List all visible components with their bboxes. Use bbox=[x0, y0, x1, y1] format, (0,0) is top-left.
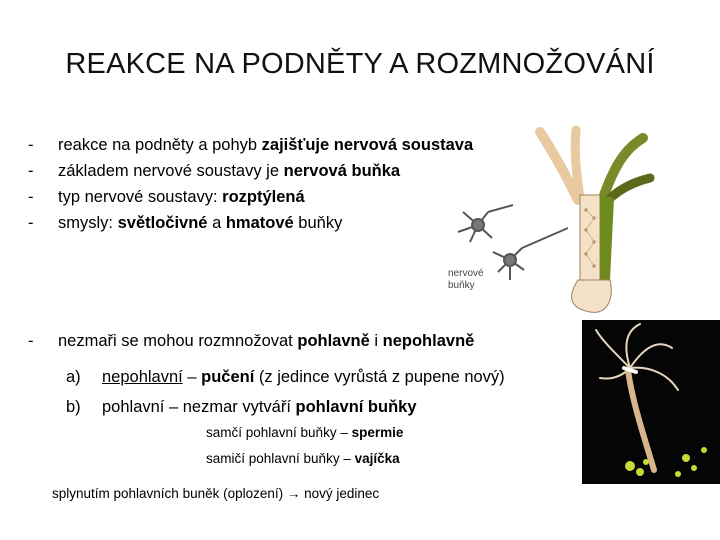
bullet-dash: - bbox=[28, 214, 34, 232]
sub-item bbox=[66, 392, 505, 422]
hydra-photo bbox=[582, 320, 720, 484]
bullet-text: smysly: světločivné a hmatové buňky bbox=[58, 214, 343, 232]
germ-cell-item: samičí pohlavní buňky – vajíčka bbox=[206, 451, 400, 466]
sub-text: nepohlavní – pučení (z jedince vyrůstá z pupene nový) bbox=[102, 368, 505, 386]
bullet-dash: - bbox=[28, 332, 34, 350]
sub-list bbox=[66, 362, 505, 422]
germ-cells-list bbox=[206, 420, 403, 472]
hydra-nerve-diagram bbox=[418, 120, 658, 320]
bullet-text: reakce na podněty a pohyb zajišťuje nervová soustava bbox=[58, 136, 474, 154]
bullet-dash: - bbox=[28, 136, 34, 154]
bullet-dash: - bbox=[28, 162, 34, 180]
sub-item bbox=[66, 362, 505, 392]
bullet-item bbox=[28, 210, 473, 236]
sub-text: pohlavní – nezmar vytváří pohlavní buňky bbox=[102, 398, 417, 416]
germ-cell-item: samčí pohlavní buňky – spermie bbox=[206, 425, 404, 440]
bullet-item bbox=[28, 332, 474, 351]
bullet-item bbox=[28, 158, 473, 184]
diagram-label: buňky bbox=[448, 280, 475, 291]
sub-letter: b) bbox=[66, 398, 81, 416]
diagram-label: nervové bbox=[448, 268, 484, 279]
sub-letter: a) bbox=[66, 368, 81, 386]
bullet-item bbox=[28, 184, 473, 210]
slide-title: REAKCE NA PODNĚTY A ROZMNOŽOVÁNÍ bbox=[65, 48, 655, 80]
bullet-text: základem nervové soustavy je nervová buňka bbox=[58, 162, 401, 180]
bullet-text: typ nervové soustavy: rozptýlená bbox=[58, 188, 305, 206]
bullet-text: nezmaři se mohou rozmnožovat pohlavně i nepohlavně bbox=[58, 332, 475, 350]
bullet-item bbox=[28, 132, 473, 158]
final-note: splynutím pohlavních buněk (oplození) → nový jedinec bbox=[52, 486, 380, 501]
bullet-list bbox=[28, 132, 473, 236]
bullet-dash: - bbox=[28, 188, 34, 206]
